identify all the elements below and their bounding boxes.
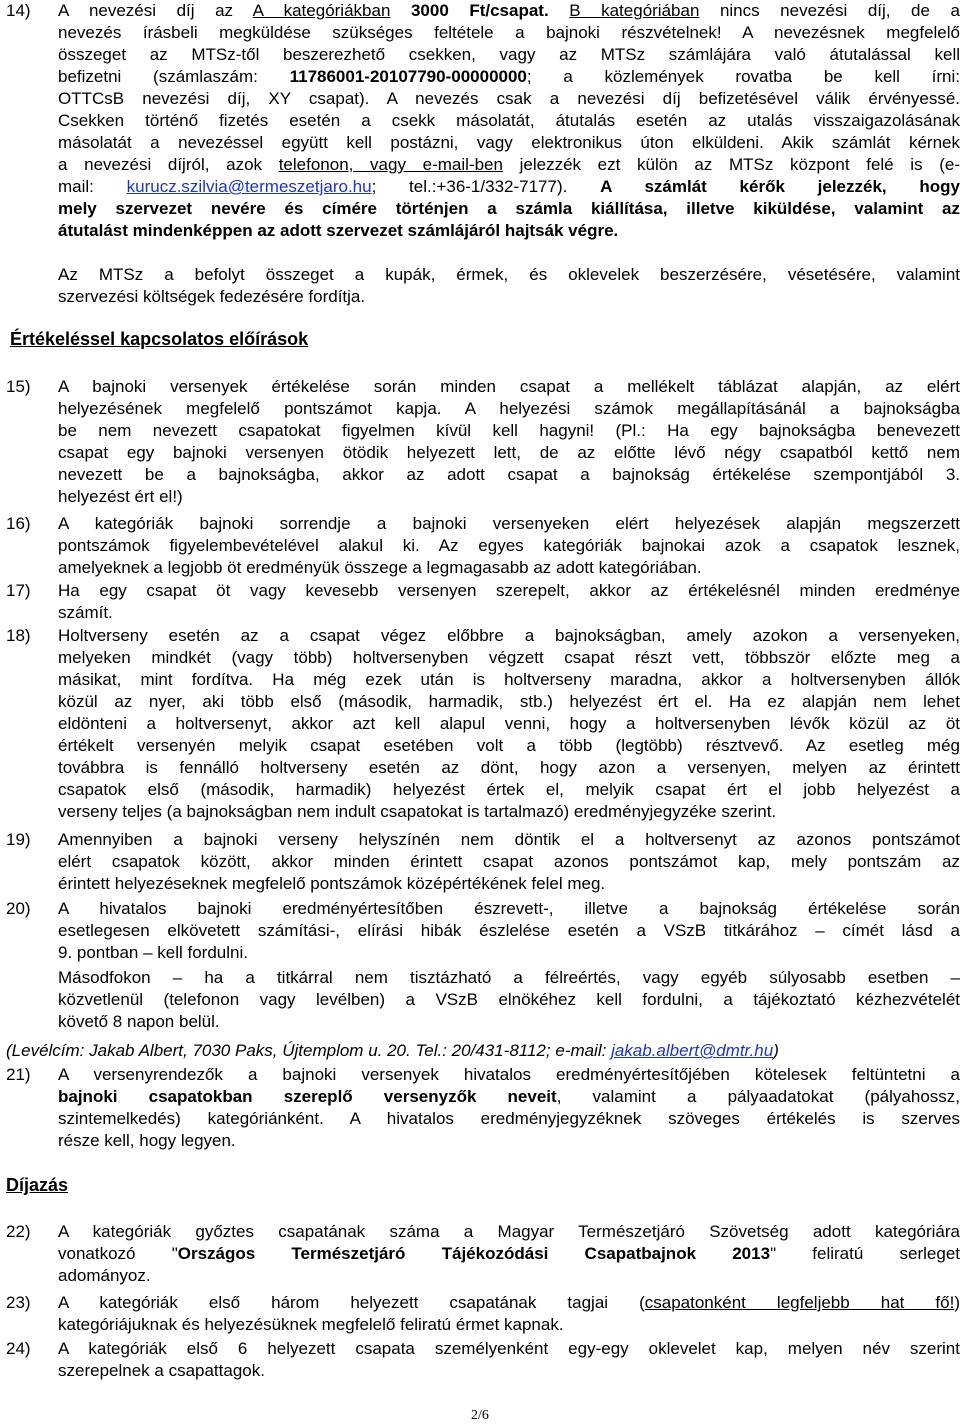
- text-line: helyezést ért el!): [58, 487, 183, 506]
- text-line: A hivatalos bajnoki eredményértesítőben észrevett-, illetve a bajnokság értékelése során: [58, 899, 960, 918]
- paragraph-14: 14) A nevezési díj az A kategóriákban 3000 Ft/csapat. B kategóriában nincs nevezési díj, de a nevezés írásbeli megküldése szükséges feltétele a bajnoki részvételnek! A nevezésnek megfelelő összeget az MTSz-től beszerezhető csekken, vagy az MTSz számlájára való átutalással kell befizetni (számlaszám: 11786001-20107790-00000000; a közlemények rovatba be kell írni: OTTCsB nevezési díj, XY csapat). A nevezés csak a nevezési díj befizetésével válik érvényessé. Csekken történő fizetés esetén a csekk másolatát, átutalás esetén az utalás visszaigazolásának másolatát a nevezéssel együtt kell postázni, vagy elektronikus úton elküldeni. Akik számlát kérnek a nevezési díjról, azok telefonon, vagy e-mail-ben jelezzék ezt külön az MTSz központ felé is (e- mail: kurucz.szilvia@termeszetjaro.hu; tel.:+36-1/332-7177). A számlát kérők jelezzék, hogy mely szervezet nevére és címére történjen a számla kiállítása, illetve kiküldése, valamint az átutalást mindenképpen az adott szervezet számlájáról hajtsák végre.: [0, 0, 960, 242]
- section-heading: Díjazás: [6, 1175, 69, 1195]
- text-line: nevezett be a bajnokságba, akkor az adott csapat a bajnokság értékelése szempontjából 3.: [58, 465, 960, 484]
- text-line: A versenyrendezők a bajnoki versenyek hivatalos eredményértesítőjében kötelesek feltüntetni a: [58, 1065, 960, 1084]
- account-number: 11786001-20107790-00000000: [289, 67, 527, 86]
- text-line: kategóriájuknak és helyezésüknek megfelelő feliratú érmet kapnak.: [58, 1315, 564, 1334]
- underlined-text: B kategóriában: [569, 1, 700, 20]
- text-line: helyezésének megfelelő pontszámot kapja. A helyezési számok megállapításánál a bajnokságba: [58, 399, 960, 418]
- item-number: 16): [6, 514, 31, 533]
- item-number: 18): [6, 626, 31, 645]
- text-line: csapatok első (második, harmadik) helyezést értek el, melyik csapat ért el jobb helyezést a: [58, 780, 960, 799]
- paragraph-16: [0, 513, 960, 579]
- underlined-text: csapatonként legfeljebb hat fő!: [644, 1293, 955, 1312]
- text-line: szervezési költségek fedezésére fordítja.: [58, 287, 366, 306]
- text-line: A bajnoki versenyek értékelése során minden csapat a mellékelt táblázat alapján, az elért: [58, 377, 960, 396]
- item-text: [58, 829, 960, 895]
- text: A nevezési díj az: [58, 1, 253, 20]
- text-line: összeget az MTSz-től beszerezhető csekken, vagy az MTSz számlájára való átutalással kell: [58, 45, 960, 64]
- bold-text-line: átutalást mindenképpen az adott szervezet számlájáról hajtsák végre.: [58, 221, 619, 240]
- underlined-text: A kategóriákban: [252, 1, 391, 20]
- underlined-text: telefonon, vagy e-mail-ben: [278, 155, 503, 174]
- text-line: elért csapatok között, akkor minden érintett csapat azonos pontszámot kap, mely pontszám az: [58, 852, 960, 871]
- item-text: [58, 898, 960, 964]
- email-link[interactable]: kurucz.szilvia@termeszetjaro.hu: [126, 177, 372, 196]
- text-line: A kategóriák győztes csapatának száma a Magyar Természetjáró Szövetség adott kategóriára: [58, 1222, 960, 1241]
- item-number: 21): [6, 1065, 31, 1084]
- paragraph-18: [0, 625, 960, 823]
- text-line: értékelt versenyén melyik csapat esetében volt a több (legtöbb) résztvevő. Az esetleg még: [58, 736, 960, 755]
- fee-amount: 3000 Ft/csapat.: [410, 1, 549, 20]
- bold-text-line: mely szervezet nevére és címére történjen a számla kiállítása, illetve kiküldése, valamint az: [58, 199, 960, 218]
- text-line: melyeken mindkét (vagy több) holtversenyben végzett csapat részt vett, többször előzte meg a: [58, 648, 960, 667]
- item-number: 24): [6, 1339, 31, 1358]
- item-number: 22): [6, 1222, 31, 1241]
- email-link[interactable]: jakab.albert@dmtr.hu: [611, 1041, 774, 1060]
- paragraph-24: [0, 1338, 960, 1382]
- text-line: szintemelkedés) kategóriánként. A hivatalos eredményjegyzéknek szöveges értékelés is szerves: [58, 1109, 960, 1128]
- item-text: [58, 376, 960, 508]
- text-line: adományoz.: [58, 1266, 151, 1285]
- item-text: [58, 513, 960, 579]
- paragraph-20-continuation: [58, 967, 960, 1033]
- paragraph-17: [0, 580, 960, 624]
- text-line: Másodfokon – ha a titkárral nem tisztázható a félreértés, vagy egyéb súlyosabb esetben –: [58, 968, 960, 987]
- text-line: része kell, hogy legyen.: [58, 1131, 236, 1150]
- item-text: [58, 580, 960, 624]
- text-line: közül az nyer, aki több első (második, harmadik, stb.) helyezést ért el. Ha ez alapján nem lehet: [58, 692, 960, 711]
- text-line: másikat, mint fordítva. Ha még ezek után is holtverseny maradna, akkor a holtversenyben állók: [58, 670, 960, 689]
- text-line: továbbra is fennálló holtverseny esetén az dönt, hogy azon a versenyen, melyen az érintett: [58, 758, 960, 777]
- item-number: 14): [6, 1, 31, 20]
- text-line: csapat egy bajnoki versenyen ötödik helyezett lett, de az előtte lévő négy csapatból kettő nem: [58, 443, 960, 462]
- section-heading: Értékeléssel kapcsolatos előírások: [10, 329, 309, 349]
- item-text: [58, 625, 960, 823]
- bold-text: bajnoki csapatokban szereplő versenyzők neveit: [58, 1087, 557, 1106]
- text-line: nevezés írásbeli megküldése szükséges feltétele a bajnoki részvételnek! A nevezésnek megfelelő: [58, 23, 960, 42]
- page-number: 2/6: [471, 1408, 489, 1423]
- text-line: amelyeknek a legjobb öt eredményük összege a legmagasabb az adott kategóriában.: [58, 558, 702, 577]
- text-line: közvetlenül (telefonon vagy levélben) a VSzB elnökéhez kell fordulni, a tájékoztató kézhezvételét: [58, 990, 960, 1009]
- bold-text: A számlát kérők jelezzék, hogy: [600, 177, 960, 196]
- paragraph-22: 22) A kategóriák győztes csapatának száma a Magyar Természetjáró Szövetség adott kategóriára vonatkozó "Országos Természetjáró Tájékozódási Csapatbajnok 2013" feliratú serleget adományoz.: [0, 1221, 960, 1287]
- text-line: Az MTSz a befolyt összeget a kupák, érmek, és oklevelek beszerzésére, vésetésére, valamint: [58, 265, 960, 284]
- item-number: 19): [6, 830, 31, 849]
- text-line: esetlegesen elkövetett számítási-, elírási hibák észlelése esetén a VSzB titkárához – címét lásd a: [58, 921, 960, 940]
- text-line: követő 8 napon belül.: [58, 1012, 220, 1031]
- mailing-address: (Levélcím: Jakab Albert, 7030 Paks, Újtemplom u. 20. Tel.: 20/431-8112; e-mail: jakab.albert@dmtr.hu): [6, 1041, 779, 1060]
- item-number: 17): [6, 581, 31, 600]
- text-line: A kategóriák bajnoki sorrendje a bajnoki versenyeken elért helyezések alapján megszerzett: [58, 514, 960, 533]
- item-number: 23): [6, 1293, 31, 1312]
- text-line: verseny teljes (a bajnokságban nem indult csapatokat is tartalmazó) eredményjegyzéke szerint.: [58, 802, 777, 821]
- text-line: A kategóriák első 6 helyezett csapata személyenként egy-egy oklevelet kap, melyen név szerint: [58, 1339, 960, 1358]
- text-line: Csekken történő fizetés esetén a csekk másolatát, átutalás esetén az utalás visszaigazolásának: [58, 111, 960, 130]
- text-line: másolatát a nevezéssel együtt kell postázni, vagy elektronikus úton elküldeni. Akik számlát kérnek: [58, 133, 960, 152]
- text-line: eldönteni a holtversenyt, akkor azt kell alapul venni, hogy a holtversenyben lévők közül az öt: [58, 714, 960, 733]
- text-line: érintett helyezéseknek megfelelő pontszámok középértékének felel meg.: [58, 874, 606, 893]
- paragraph-20: [0, 898, 960, 964]
- text-line: Amennyiben a bajnoki verseny helyszínén nem döntik el a holtversenyt az azonos pontszámot: [58, 830, 960, 849]
- trophy-title: Országos Természetjáró Tájékozódási Csapatbajnok 2013: [177, 1244, 771, 1263]
- text-line: Ha egy csapat öt vagy kevesebb versenyen szerepelt, akkor az értékelésnél minden eredménye: [58, 581, 960, 600]
- text-line: szerepelnek a csapattagok.: [58, 1361, 265, 1380]
- paragraph-15: [0, 376, 960, 508]
- text: nincs nevezési díj, de a: [699, 1, 960, 20]
- paragraph-21: 21) A versenyrendezők a bajnoki versenyek hivatalos eredményértesítőjében kötelesek feltüntetni a bajnoki csapatokban szereplő versenyzők neveit, valamint a pályaadatokat (pályahossz, szintemelkedés) kategóriánként. A hivatalos eredményjegyzéknek szöveges értékelés is szerves része kell, hogy legyen.: [0, 1064, 960, 1152]
- paragraph-23: 23) A kategóriák első három helyezett csapatának tagjai (csapatonként legfeljebb hat fő!) kategóriájuknak és helyezésüknek megfelelő feliratú érmet kapnak.: [0, 1292, 960, 1336]
- text-line: 9. pontban – kell fordulni.: [58, 943, 248, 962]
- text-line: OTTCsB nevezési díj, XY csapat). A nevezés csak a nevezési díj befizetésével válik érvényessé.: [58, 89, 960, 108]
- text-line: számít.: [58, 603, 113, 622]
- text-line: Holtverseny esetén az a csapat végez előbbre a bajnokságban, amely azokon a versenyeken,: [58, 626, 960, 645]
- item-number: 20): [6, 899, 31, 918]
- text-line: be nem nevezett csapatokat figyelmen kívül kell hagyni! (Pl.: Ha egy bajnokságba benevezett: [58, 421, 960, 440]
- item-number: 15): [6, 377, 31, 396]
- text-line: pontszámok figyelembevételével alakul ki. Az egyes kategóriák bajnokai azok a csapatok lesznek,: [58, 536, 960, 555]
- paragraph-14-continuation: [58, 264, 960, 308]
- item-text: [58, 1338, 960, 1382]
- paragraph-19: [0, 829, 960, 895]
